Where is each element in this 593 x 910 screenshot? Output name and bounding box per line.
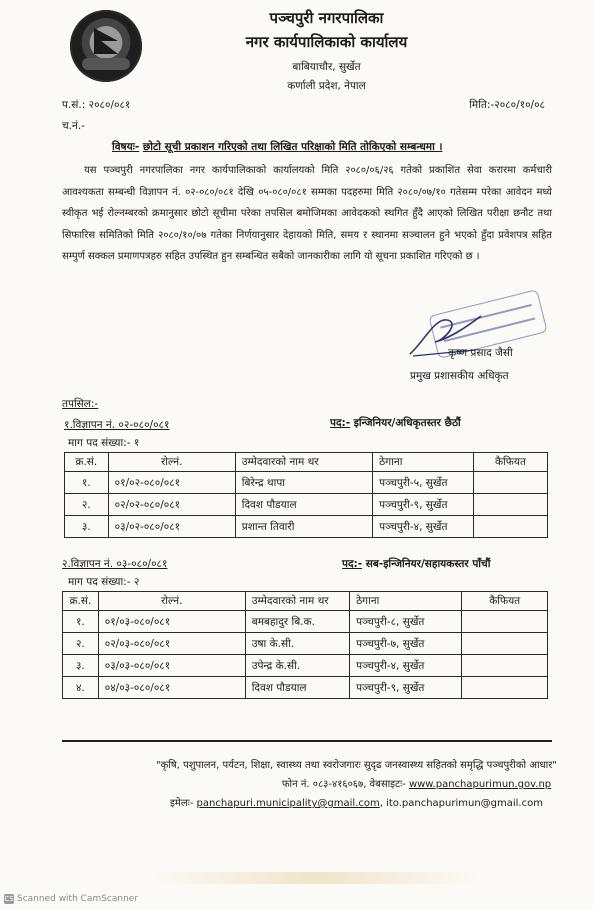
cell-remarks	[473, 494, 547, 516]
signatory-title: प्रमुख प्रशासकीय अधिकृत	[410, 370, 509, 382]
footer-divider	[62, 740, 552, 742]
section2-post-name: सब-इन्जिनियर/सहायकस्तर पाँचौं	[365, 558, 491, 570]
section2-demand-count: माग पद संख्या:- २	[68, 576, 140, 588]
section1-post-name: इन्जिनियर/अधिकृतस्तर छैठौं	[353, 417, 461, 429]
section2-post	[342, 557, 490, 571]
municipality-name: पञ्चपुरी नगरपालिका	[269, 9, 384, 27]
cell-serial: २.	[63, 633, 99, 655]
cell-address: पञ्चपुरी-४, सुर्खेत	[373, 516, 474, 538]
table-row	[63, 655, 548, 677]
cell-roll: ०२/०३-०८०/०८१	[98, 633, 245, 655]
notice-body: यस पञ्चपुरी नगरपालिका नगर कार्यपालिकाको कार्यालयको मिति २०८०/०६/२६ गतेको प्रकाशित सेवा करारमा कर्मचारी आवश्यकता सम्बन्धी विज्ञापन नं. ०२-०८०/०८१ देखि ०५-०८०/०८१ सम्मका पदहरुमा मिति २०८०/०७/१० गतेसम्म परेका आवेदन मध्ये स्वीकृत भई रोल्नम्बरको क्रमानुसार छोटो सूचीमा परेका तपसिल बमोजिमका आवेदकको स्थगित हुँदै आएको लिखित परीक्षा छनौट तथा सिफारिस समितिको मिति २०८०/१०/०७ गतेका निर्णयानुसार देहायको मिति, समय र स्थानमा सञ्चालन हुने भएको हुँदा प्रवेशपत्र सहित सम्पुर्ण सक्कल प्रमाणपत्रहरु सहित उपस्थित हुन सम्बन्धित सबैको जानकारीका लागि यो सूचना प्रकाशित गरिएको छ ।	[62, 165, 552, 262]
letter-date: मिति:-२०८०/१०/०८	[469, 99, 545, 111]
section2-post-prefix: पद:-	[342, 558, 363, 570]
dispatch-number: च.नं.-	[62, 120, 85, 132]
footer-contact	[0, 776, 593, 790]
cell-name: बिरेन्द्र थापा	[235, 472, 372, 494]
cell-roll: ०२/०२-०८०/०८१	[108, 494, 235, 516]
cell-remarks	[473, 516, 547, 538]
subject-prefix: विषयः-	[112, 141, 140, 153]
letter-reference-number: प.सं.: २०८०/०८१	[62, 99, 131, 111]
table-row	[65, 494, 548, 516]
cell-roll: ०१/०३-०८०/०८१	[98, 611, 245, 633]
cell-roll: ०४/०३-०८०/०८१	[98, 677, 245, 699]
table-row	[63, 677, 548, 699]
footer-phone: फोन नं. ०८३-४१६०६७, वेबसाइटः-	[281, 779, 406, 790]
cell-serial: १.	[63, 611, 99, 633]
signatory-name: कृष्ण प्रसाद जैसी	[448, 347, 513, 359]
header-roll: रोल्नं.	[98, 592, 245, 611]
section2-candidate-table	[62, 591, 548, 699]
header-serial: क्र.सं.	[63, 592, 99, 611]
cell-serial: ३.	[65, 516, 109, 538]
watermark-text: Scanned with CamScanner	[17, 894, 139, 904]
section1-candidate-table	[64, 452, 548, 538]
cell-roll: ०३/०३-०८०/०८१	[98, 655, 245, 677]
website-link[interactable]: www.panchapurimun.gov.np	[408, 779, 552, 790]
section2-ad-number: २.विज्ञापन नं. ०३-०८०/०८१	[62, 558, 168, 570]
office-name: नगर कार्यपालिकाको कार्यालय	[245, 33, 408, 51]
section1-demand-count: माग पद संख्या:- १	[68, 437, 140, 449]
cell-roll: ०१/०२-०८०/०८१	[108, 472, 235, 494]
email-secondary: , ito.panchapurimun@gmail.com	[379, 798, 543, 809]
table-row	[65, 516, 548, 538]
footer-email-label: इमेलः-	[170, 798, 194, 809]
cell-serial: २.	[65, 494, 109, 516]
footer-motto: "कृषि, पशुपालन, पर्यटन, शिक्षा, स्वास्थ्य तथा स्वरोजगारः सुदृढ जनस्वास्थ्य सहितको समृद्धि पञ्चपुरीको आधार"	[156, 760, 557, 771]
header-remarks: कैफियत	[473, 453, 547, 472]
subject-line	[112, 140, 442, 154]
footer-email	[0, 795, 593, 809]
header-name: उम्मेदवारको नाम थर	[245, 592, 349, 611]
table-header-row	[63, 592, 548, 611]
cell-roll: ०३/०२-०८०/०८१	[108, 516, 235, 538]
cell-serial: ३.	[63, 655, 99, 677]
table-row	[63, 611, 548, 633]
cell-address: पञ्चपुरी-७, सुर्खेत	[350, 633, 462, 655]
table-header-row	[65, 453, 548, 472]
email-link-primary[interactable]: panchapuri.municipality@gmail.com	[196, 798, 380, 809]
details-heading: तपसिल:-	[62, 398, 99, 410]
cell-name: उषा के.सी.	[245, 633, 349, 655]
section1-post	[330, 416, 461, 430]
header-address: ठेगाना	[373, 453, 474, 472]
cell-name: दिवश पौडयाल	[245, 677, 349, 699]
cell-remarks	[462, 633, 548, 655]
section1-ad-number: १.विज्ञापन नं. ०२-०८०/०८१	[64, 419, 170, 431]
camscanner-watermark	[4, 894, 138, 904]
province-country: कर्णाली प्रदेश, नेपाल	[287, 80, 366, 92]
header-roll: रोल्नं.	[108, 453, 235, 472]
header-serial: क्र.सं.	[65, 453, 109, 472]
cell-address: पञ्चपुरी-५, सुर्खेत	[373, 472, 474, 494]
cell-address: पञ्चपुरी-९, सुर्खेत	[373, 494, 474, 516]
header-name: उम्मेदवारको नाम थर	[235, 453, 372, 472]
cell-remarks	[462, 611, 548, 633]
header-remarks: कैफियत	[462, 592, 548, 611]
office-address: बाबियाचौर, सुर्खेत	[292, 61, 361, 73]
table-row	[65, 472, 548, 494]
cell-name: बमबहादुर बि.क.	[245, 611, 349, 633]
cell-serial: १.	[65, 472, 109, 494]
header-address: ठेगाना	[350, 592, 462, 611]
cell-serial: ४.	[63, 677, 99, 699]
cell-remarks	[462, 655, 548, 677]
cell-name: दिवश पौडयाल	[235, 494, 372, 516]
subject-text: छोटो सूची प्रकाशन गरिएको तथा लिखित परिक्षाको मिति तोकिएको सम्बन्धमा ।	[142, 141, 443, 153]
cell-remarks	[462, 677, 548, 699]
section1-post-prefix: पद:-	[330, 417, 351, 429]
cell-remarks	[473, 472, 547, 494]
cell-name: उपेन्द्र के.सी.	[245, 655, 349, 677]
cell-address: पञ्चपुरी-८, सुर्खेत	[350, 611, 462, 633]
table-row	[63, 633, 548, 655]
scan-smudge	[150, 872, 480, 884]
cell-name: प्रशान्त तिवारी	[235, 516, 372, 538]
cell-address: पञ्चपुरी-४, सुर्खेत	[350, 655, 462, 677]
camscanner-logo-icon: CS	[4, 895, 14, 903]
cell-address: पञ्चपुरी-९, सुर्खेत	[350, 677, 462, 699]
